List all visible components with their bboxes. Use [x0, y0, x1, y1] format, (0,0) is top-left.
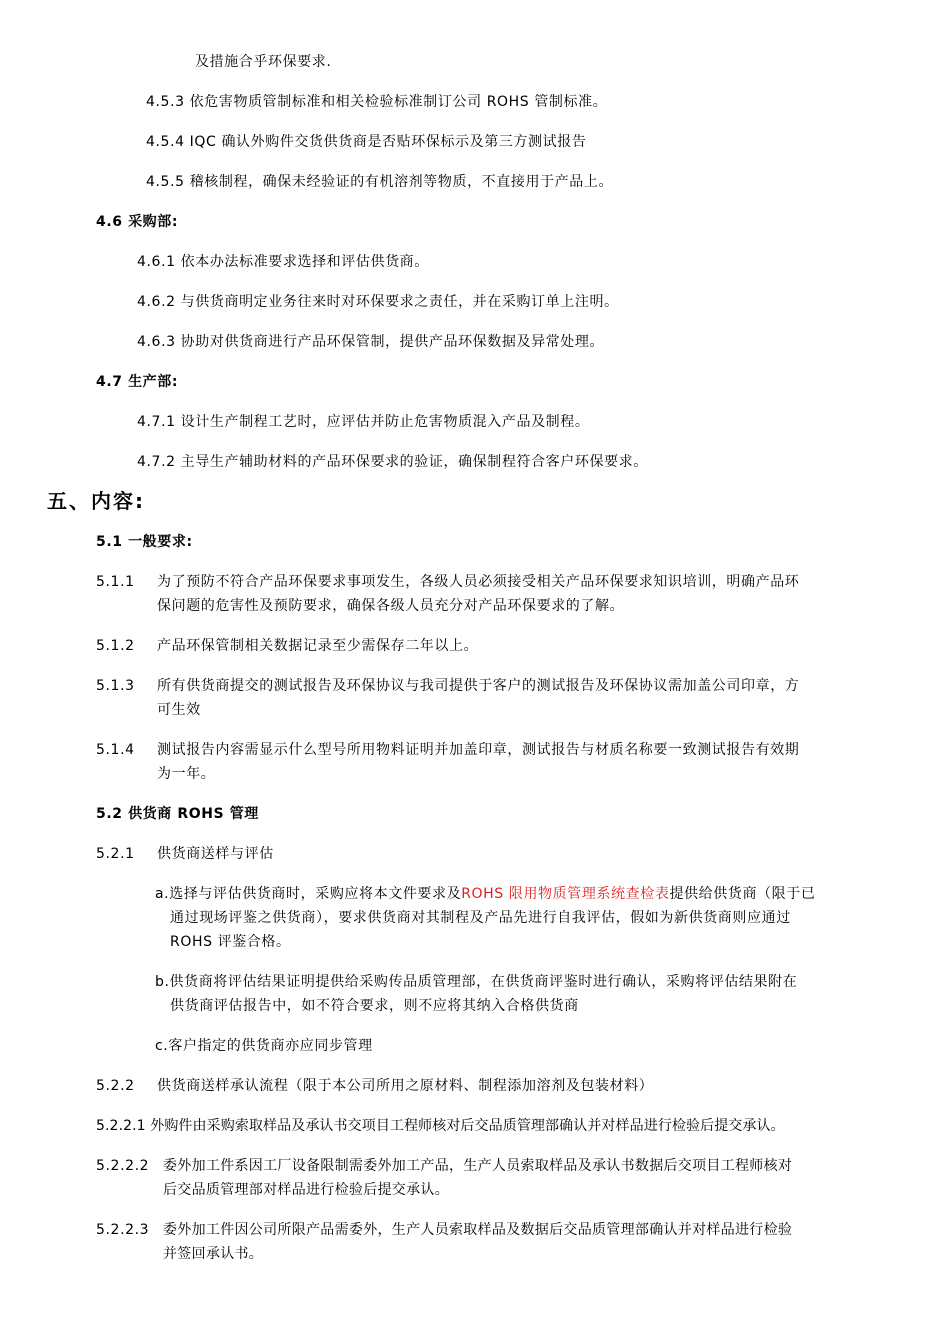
clause-5-2-2-3-cont: 并签回承认书。 [163, 1246, 264, 1262]
clause-4-5-3: 4.5.3 依危害物质管制标准和相关检验标准制订公司 ROHS 管制标准。 [146, 94, 608, 110]
clause-number: 5.2.2.2 [96, 1158, 150, 1174]
section-heading-4-6: 4.6 采购部: [96, 214, 179, 230]
clause-5-2-2-3: 委外加工件因公司所限产品需委外，生产人员索取样品及数据后交品质管理部确认并对样品进行检验 [163, 1222, 793, 1238]
clause-5-1-1: 为了预防不符合产品环保要求事项发生，各级人员必须接受相关产品环保要求知识培训，明确产品环 [157, 574, 800, 590]
clause-number: 5.1.1 [96, 574, 135, 590]
clause-5-1-4: 测试报告内容需显示什么型号所用物料证明并加盖印章，测试报告与材质名称要一致测试报告有效期 [157, 742, 800, 758]
item-a [155, 884, 815, 904]
clause-4-7-1: 4.7.1 设计生产制程工艺时，应评估并防止危害物质混入产品及制程。 [137, 414, 590, 430]
clause-4-5-4: 4.5.4 IQC 确认外购件交货供货商是否贴环保标示及第三方测试报告 [146, 134, 587, 150]
chapter-heading-5: 五、内容: [47, 489, 145, 513]
clause-4-7-2: 4.7.2 主导生产辅助材料的产品环保要求的验证，确保制程符合客户环保要求。 [137, 454, 648, 470]
clause-5-1-4-cont: 为一年。 [157, 766, 216, 782]
clause-5-1-3: 所有供货商提交的测试报告及环保协议与我司提供于客户的测试报告及环保协议需加盖公司印章，方 [157, 678, 800, 694]
section-heading-5-1: 5.1 一般要求: [96, 534, 193, 550]
clause-5-1-1-cont: 保问题的危害性及预防要求，确保各级人员充分对产品环保要求的了解。 [157, 598, 625, 614]
clause-number: 5.2.2.3 [96, 1222, 150, 1238]
section-heading-4-7: 4.7 生产部: [96, 374, 179, 390]
item-a-cont: ROHS 评鉴合格。 [170, 934, 291, 950]
clause-5-2-2: 供货商送样承认流程（限于本公司所用之原材料、制程添加溶剂及包装材料） [157, 1078, 654, 1094]
clause-number: 5.1.2 [96, 638, 135, 654]
clause-5-2-2-2: 委外加工件系因工厂设备限制需委外加工产品，生产人员索取样品及承认书数据后交项目工程师核对 [163, 1158, 793, 1174]
item-b-cont: 供货商评估报告中，如不符合要求，则不应将其纳入合格供货商 [170, 998, 579, 1014]
item-b: b.供货商将评估结果证明提供给采购传品质管理部，在供货商评鉴时进行确认，采购将评估结果附在 [155, 974, 798, 990]
clause-5-1-2: 产品环保管制相关数据记录至少需保存二年以上。 [157, 638, 479, 654]
clause-5-2-2-2-cont: 后交品质管理部对样品进行检验后提交承认。 [163, 1182, 449, 1198]
clause-5-2-1: 供货商送样与评估 [157, 846, 274, 862]
clause-number: 5.2.2 [96, 1078, 135, 1094]
rohs-checklist-reference: ROHS 限用物质管理系统查检表 [461, 886, 670, 902]
clause-4-6-1: 4.6.1 依本办法标准要求选择和评估供货商。 [137, 254, 429, 270]
clause-number: 5.1.3 [96, 678, 135, 694]
item-c: c.客户指定的供货商亦应同步管理 [155, 1038, 373, 1054]
clause-4-6-2: 4.6.2 与供货商明定业务往来时对环保要求之责任，并在采购订单上注明。 [137, 294, 619, 310]
item-a-text-tail: 提供给供货商（限于已 [669, 886, 816, 902]
clause-4-6-3: 4.6.3 协助对供货商进行产品环保管制，提供产品环保数据及异常处理。 [137, 334, 605, 350]
item-a-cont: 通过现场评鉴之供货商），要求供货商对其制程及产品先进行自我评估，假如为新供货商则应通过 [170, 910, 791, 926]
clause-number: 5.1.4 [96, 742, 135, 758]
clause-5-2-2-1: 5.2.2.1 外购件由采购索取样品及承认书交项目工程师核对后交品质管理部确认并对样品进行检验后提交承认。 [96, 1118, 785, 1134]
clause-number: 5.2.1 [96, 846, 135, 862]
item-a-text: a.选择与评估供货商时，采购应将本文件要求及 [155, 886, 462, 902]
clause-5-1-3-cont: 可生效 [157, 702, 201, 718]
section-heading-5-2: 5.2 供货商 ROHS 管理 [96, 806, 259, 822]
clause-4-5-5: 4.5.5 稽核制程，确保未经验证的有机溶剂等物质，不直接用于产品上。 [146, 174, 614, 190]
text-line: 及措施合乎环保要求. [195, 54, 332, 70]
